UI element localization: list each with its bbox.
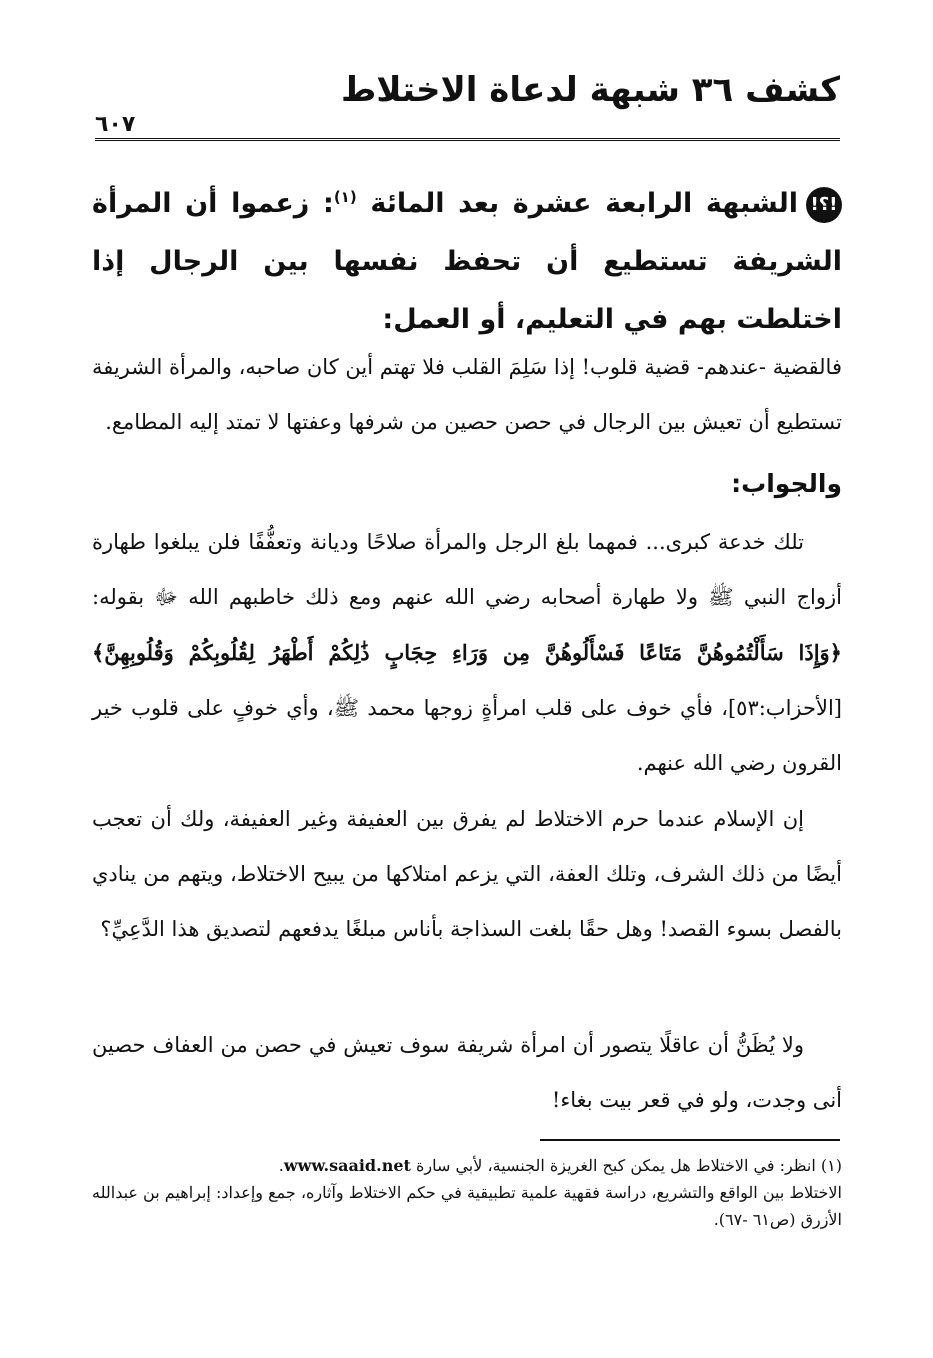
footnote-1 bbox=[92, 1152, 842, 1179]
answer-heading: والجواب: bbox=[731, 469, 842, 498]
footnote-1-end: . bbox=[278, 1156, 284, 1175]
question-text: : زعموا أن المرأة الشريفة تستطيع أن تحفظ نفسها بين الرجال إذا اختلطت بهم في التعليم، أو العمل: bbox=[92, 188, 842, 335]
footnote-1-website[interactable]: www.saaid.net bbox=[283, 1156, 411, 1175]
footnote-reference[interactable]: (١) bbox=[333, 188, 357, 206]
footnote-1-text: (١) انظر: في الاختلاط هل يمكن كبح الغريزة الجنسية، لأبي سارة bbox=[415, 1156, 842, 1175]
paragraph-claim: فالقضية -عندهم- قضية قلوب! إذا سَلِمَ القلب فلا تهتم أين كان صاحبه، والمرأة الشريفة تستطيع أن تعيش بين الرجال في حصن حصين من شرفها وعفتها لا تمتد إليه المطامع. bbox=[92, 355, 842, 434]
question-lead: الشبهة الرابعة عشرة بعد المائة bbox=[370, 188, 798, 219]
header-divider bbox=[95, 138, 840, 141]
paragraph-conclusion: ولا يُظَنُّ أن عاقلًا يتصور أن امرأة شريفة سوف تعيش في حصن من العفاف حصين أنى وجدت، ولو في قعر بيت بغاء! bbox=[92, 1033, 842, 1112]
quran-verse: ﴿وَإِذَا سَأَلْتُمُوهُنَّ مَتَاعًا فَسْأَلُوهُنَّ مِن وَرَاءِ حِجَابٍ ذَٰلِكُمْ أَطْهَرُ لِقُلُوبِكُمْ وَقُلُوبِهِنَّ﴾ bbox=[92, 640, 842, 665]
footnote-1-reference: الاختلاط بين الواقع والتشريع، دراسة فقهية علمية تطبيقية في حكم الاختلاط وآثاره، جمع وإعداد: إبراهيم بن عبدالله الأزرق (ص٦١ -٦٧). bbox=[92, 1183, 842, 1229]
footnote-divider bbox=[540, 1139, 840, 1141]
exclamation-question-icon: !؟! bbox=[806, 187, 842, 223]
footnotes bbox=[92, 1152, 842, 1233]
paragraph-answer bbox=[92, 515, 842, 791]
paragraph-islam-ruling: إن الإسلام عندما حرم الاختلاط لم يفرق بين العفيفة وغير العفيفة، ولك أن تعجب أيضًا من ذلك الشرف، وتلك العفة، التي يزعم امتلاكها من يبيح الاختلاط، ويتهم من ينادي بالفصل بسوء القصد! وهل حقًا بلغت السذاجة بأناس مبلغًا يدفعهم لتصديق هذا الدَّعِيِّ؟ bbox=[92, 807, 842, 941]
page-number: ٦٠٧ bbox=[95, 112, 136, 137]
answer-continuation: [الأحزاب:٥٣]، فأي خوف على قلب امرأةٍ زوجها محمد ﷺ، وأي خوفٍ على قلوب خير القرون رضي الله عنهم. bbox=[92, 696, 842, 775]
book-title: كشف ٣٦ شبهة لدعاة الاختلاط bbox=[340, 70, 840, 110]
question-heading bbox=[92, 168, 842, 349]
answer-intro: تلك خدعة كبرى... فمهما بلغ الرجل والمرأة صلاحًا وديانة وتعفُّفًا فلن يبلغوا طهارة أزواج النبي ﷺ ولا طهارة أصحابه رضي الله عنهم ومع ذلك خاطبهم الله ﷻ بقوله: bbox=[92, 530, 842, 609]
page-header bbox=[95, 70, 840, 140]
